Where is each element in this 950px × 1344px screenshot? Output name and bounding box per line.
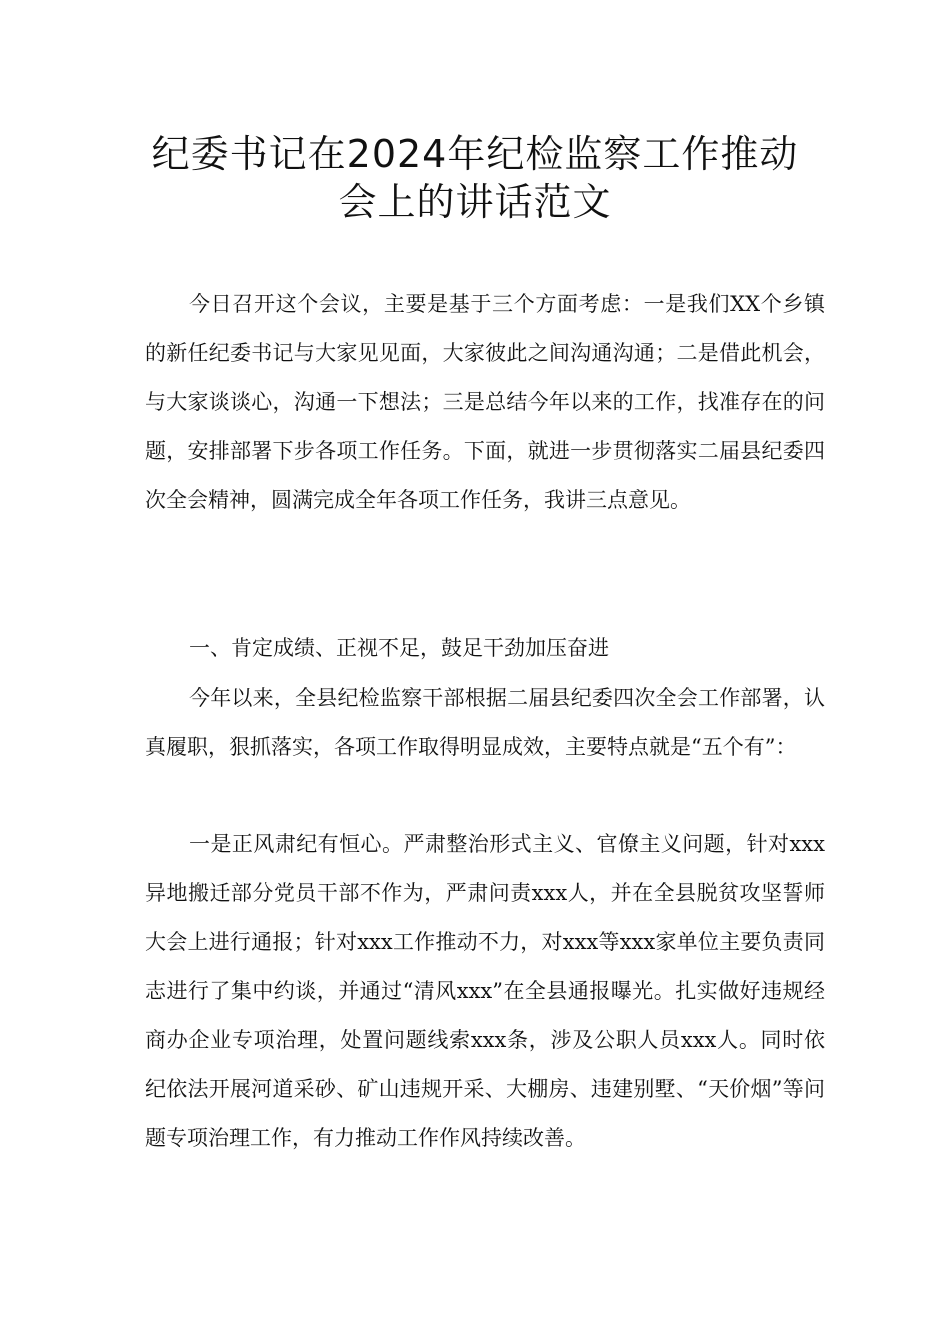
document-title-line-1: 纪委书记在2024年纪检监察工作推动 <box>151 132 799 176</box>
section-1-paragraph-2: 一是正风肃纪有恒心。严肃整治形式主义、官僚主义问题，针对xxx异地搬迁部分党员干部不作为，严肃问责xxx人，并在全县脱贫攻坚誓师大会上进行通报；针对xxx工作推动不力，对xxx等xxx家单位主要负责同志进行了集中约谈，并通过“清风xxx”在全县通报曝光。扎实做好违规经商办企业专项治理，处置问题线索xxx条，涉及公职人员xxx人。同时依纪依法开展河道采砂、矿山违规开采、大棚房、违建别墅、“天价烟”等问题专项治理工作，有力推动工作作风持续改善。 <box>145 832 825 1150</box>
intro-paragraph: 今日召开这个会议，主要是基于三个方面考虑：一是我们XX个乡镇的新任纪委书记与大家见见面，大家彼此之间沟通沟通；二是借此机会，与大家谈谈心，沟通一下想法；三是总结今年以来的工作，找准存在的问题，安排部署下步各项工作任务。下面，就进一步贯彻落实二届县纪委四次全会精神，圆满完成全年各项工作任务，我讲三点意见。 <box>145 292 825 512</box>
document-title-line-2: 会上的讲话范文 <box>338 180 612 224</box>
section-heading-1: 一、肯定成绩、正视不足，鼓足干劲加压奋进 <box>189 636 609 660</box>
section-1-paragraph-1: 今年以来，全县纪检监察干部根据二届县纪委四次全会工作部署，认真履职，狠抓落实，各项工作取得明显成效，主要特点就是“五个有”： <box>145 686 825 759</box>
